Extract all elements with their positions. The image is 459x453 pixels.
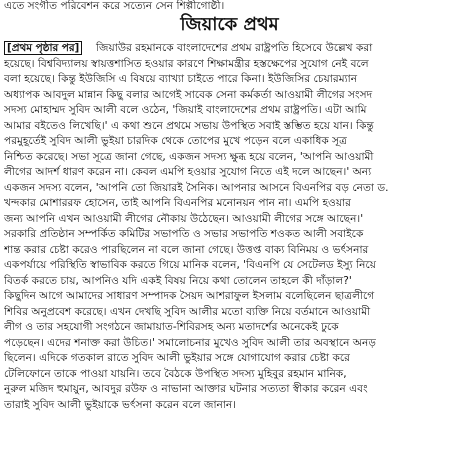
- article-line: পরমুহূর্তেই সুবিদ আলী ভুইয়া চারদিক থেকে তোপের মুখে পড়েন বলে একাধিক সূত্র: [4, 135, 347, 147]
- article-line: বলা হয়েছে। কিন্তু ইউজিসি এ বিষয়ে ব্যাখ্যা চাইতে পারে কিনা। ইউজিসির চেয়ারম্যান: [4, 73, 358, 85]
- article-body: [4, 41, 455, 413]
- article-line: জন্য আপনি এখন আওয়ামী লীগের নৌকায় উঠেছেন। আওয়ামী লীগের সঙ্গে আছেন।': [4, 212, 364, 225]
- article-line: একজন সদস্য বলেন, 'আপনি তো জিয়ারই সৈনিক। আপনার আসনে বিএনপির বড় নেতা ড.: [4, 181, 389, 194]
- article-line: অধ্যাপক আবদুল মান্নান কিছু বলার আগেই সাবেক সেনা কর্মকর্তা আওয়ামী লীগের সংসদ: [4, 88, 373, 101]
- article-line: শান্ত করার চেষ্টা করেও পারছিলেন না বলে জানা গেছে। উত্তপ্ত বাক্য বিনিময় ও ভর্ৎসনার: [4, 243, 369, 256]
- article-line: কিছুদিন আগে আমাদের সাধারণ সম্পাদক সৈয়দ আশরাফুল ইসলাম বলেছিলেন ছাত্রলীগে: [4, 290, 375, 302]
- article-line: তারাই সুবিদ আলী ভুইয়াকে ভর্ৎসনা করেন বলে জানান।: [4, 398, 237, 411]
- article-line: জিয়াউর রহমানকে বাংলাদেশের প্রথম রাষ্ট্রপতি হিসেবে উল্লেখ করা: [96, 42, 373, 54]
- article-line: সদস্য মোহাম্মদ সুবিদ আলী বলে ওঠেন, 'জিয়াই বাংলাদেশের প্রথম রাষ্ট্রপতি। এটা আমি: [4, 104, 367, 116]
- article-headline: জিয়াকে প্রথম: [180, 14, 279, 35]
- article-line: একপর্যায়ে পরিস্থিতি স্বাভাবিক করতে গিয়ে মানিক বলেন, 'বিএনপি যে সেটেলড ইস্যু নিয়ে: [4, 259, 376, 271]
- previous-article-ending: এতে সংগীত পরিবেশন করে সত্যেন সেন শিল্পীগোষ্ঠী।: [4, 0, 225, 12]
- article-line: লীগ ও তার সহযোগী সংগঠনে জামায়াত-শিবিরসহ অন্য মতাদর্শের অনেকেই ঢুকে: [4, 321, 339, 333]
- article-line: নুরুল মজিদ হুমায়ুন, আবদুর রউফ ও নাভানা আক্তার ঘটনার সত্যতা স্বীকার করেন এবং: [4, 383, 368, 395]
- article-line: হয়েছে। বিশ্ববিদ্যালয় স্বায়ত্তশাসিত হওয়ার কারণে শিক্ষামন্ত্রীর হস্তক্ষেপের সুযোগ নেই বলে: [4, 57, 369, 70]
- article-line: টেলিফোনে তাকে পাওয়া যায়নি। তবে বৈঠকে উপস্থিত সদস্য মুহিবুর রহমান মানিক,: [4, 367, 347, 380]
- article-line: খন্দকার মোশাররফ হোসেন, তাই আপনি বিএনপির মনোনয়ন পান না। এমপি হওয়ার: [4, 197, 351, 209]
- article-line: শিবির অনুপ্রবেশ করেছে। এখন দেখছি সুবিদ আলীর মতো ব্যক্তি নিয়ে বর্তমানে আওয়ামী: [4, 305, 371, 318]
- article-line: নিশ্চিত করেছে। সভা সূত্রে জানা গেছে, একজন সদস্য ক্ষুব্ধ হয়ে বলেন, 'আপনি আওয়ামী: [4, 150, 374, 163]
- article-line: বিতর্ক করতে চায়, আপনিও যদি একই বিষয় নিয়ে কথা তোলেন তাহলে কী দাঁড়াল?': [4, 274, 352, 287]
- article-line: পড়েছেন। এদের শনাক্ত করা উচিত।' সমালোচনার মুখেও সুবিদ আলী তার অবস্থানে অনড়: [4, 336, 376, 349]
- article-line: ছিলেন। এদিকে গতকাল রাতে সুবিদ আলী ভুইয়ার সঙ্গে যোগাযোগ করার চেষ্টা করে: [4, 352, 350, 364]
- article-line: আমার বইতেও লিখেছি।' এ কথা শুনে প্রথমে সভায় উপস্থিত সবাই স্তম্ভিত হয়ে যান। কিন্তু: [4, 119, 374, 132]
- continued-from-front-page-label: [প্রথম পৃষ্ঠার পর]: [4, 41, 82, 55]
- article-line: লীগের আদর্শ ধারণ করেন না। কেবল এমপি হওয়ার সুযোগ নিতে এই দলে আছেন।' অন্য: [4, 166, 372, 178]
- article-line: সরকারি প্রতিষ্ঠান সম্পর্কিত কমিটির সভাপতি ও সভার সভাপতি শওকত আলী সবাইকে: [4, 228, 364, 240]
